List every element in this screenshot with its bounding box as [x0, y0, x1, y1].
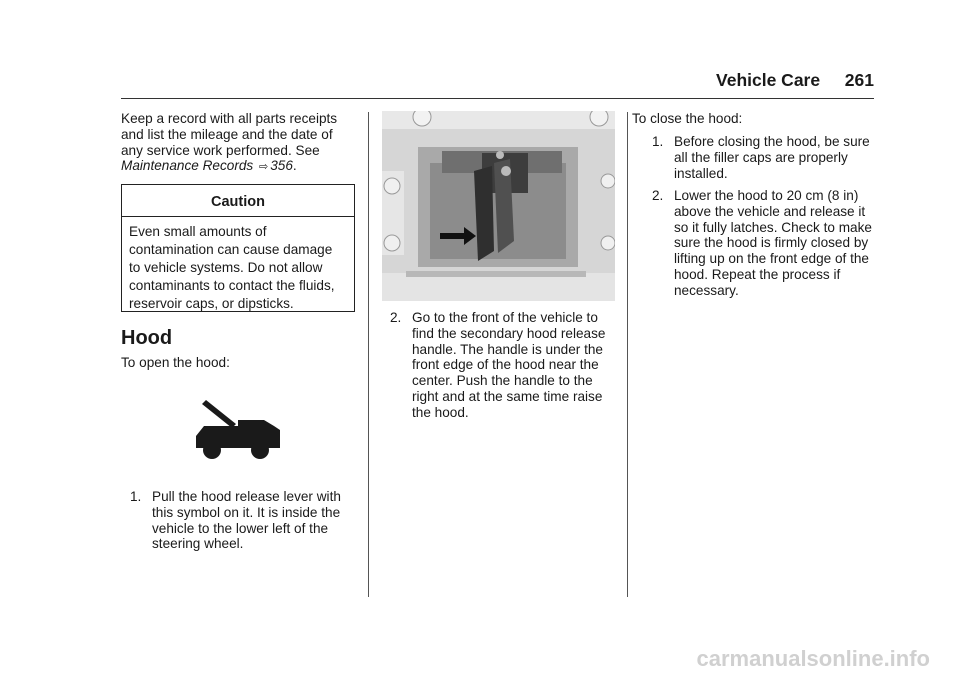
maintenance-record-paragraph: [121, 111, 358, 176]
open-step-2: [390, 310, 620, 421]
step-number: 2.: [390, 310, 402, 325]
step-text: Before closing the hood, be sure all the filler caps are properly installed.: [674, 134, 870, 181]
watermark: carmanualsonline.info: [696, 646, 930, 671]
step-text: Pull the hood release lever with this symbol on it. It is inside the vehicle to the lower left of the steering wheel.: [152, 489, 341, 552]
header-rule: [121, 98, 874, 99]
column-divider-1: [368, 112, 369, 597]
close-step-2: [652, 188, 882, 299]
close-step-1: [652, 134, 875, 181]
paragraph-end: .: [292, 158, 297, 174]
page-header: [716, 70, 874, 94]
open-step-1: [130, 489, 356, 552]
caution-text: Even small amounts of contamination can cause damage to vehicle systems. Do not allow contaminants to contact the fluids, reservoir caps, or dipsticks.: [129, 224, 335, 311]
maintenance-records-link[interactable]: Maintenance Records: [121, 158, 254, 174]
step-text: Lower the hood to 20 cm (8 in) above the vehicle and release it so it fully latches. Check to make sure the hood is firmly closed by lifting up on the front edge of the hood. Repeat the process if necessary.: [674, 188, 872, 298]
step-text: Go to the front of the vehicle to find the secondary hood release handle. The handle is under the front edge of the hood near the center. Push the handle to the right and at the same time raise the hood.: [412, 310, 606, 420]
hood-release-icon: [190, 400, 286, 464]
maintenance-records-page[interactable]: 356: [270, 158, 293, 174]
page-number: 261: [844, 70, 874, 90]
close-hood-intro: To close the hood:: [632, 111, 743, 126]
column-divider-2: [627, 112, 628, 597]
step-number: 1.: [652, 134, 664, 149]
step-number: 2.: [652, 188, 664, 203]
secondary-hood-release-photo: [382, 111, 615, 301]
caution-title: Caution: [122, 185, 354, 217]
page-ref-arrow-icon: ⇨: [259, 161, 269, 174]
open-hood-intro: To open the hood:: [121, 355, 230, 370]
step-number: 1.: [130, 489, 142, 504]
paragraph-text: Keep a record with all parts receipts and list the mileage and the date of any service work performed. See: [121, 111, 338, 158]
caution-box: [121, 184, 355, 312]
section-title-hood: Hood: [121, 327, 173, 349]
section-name: Vehicle Care: [716, 70, 821, 90]
